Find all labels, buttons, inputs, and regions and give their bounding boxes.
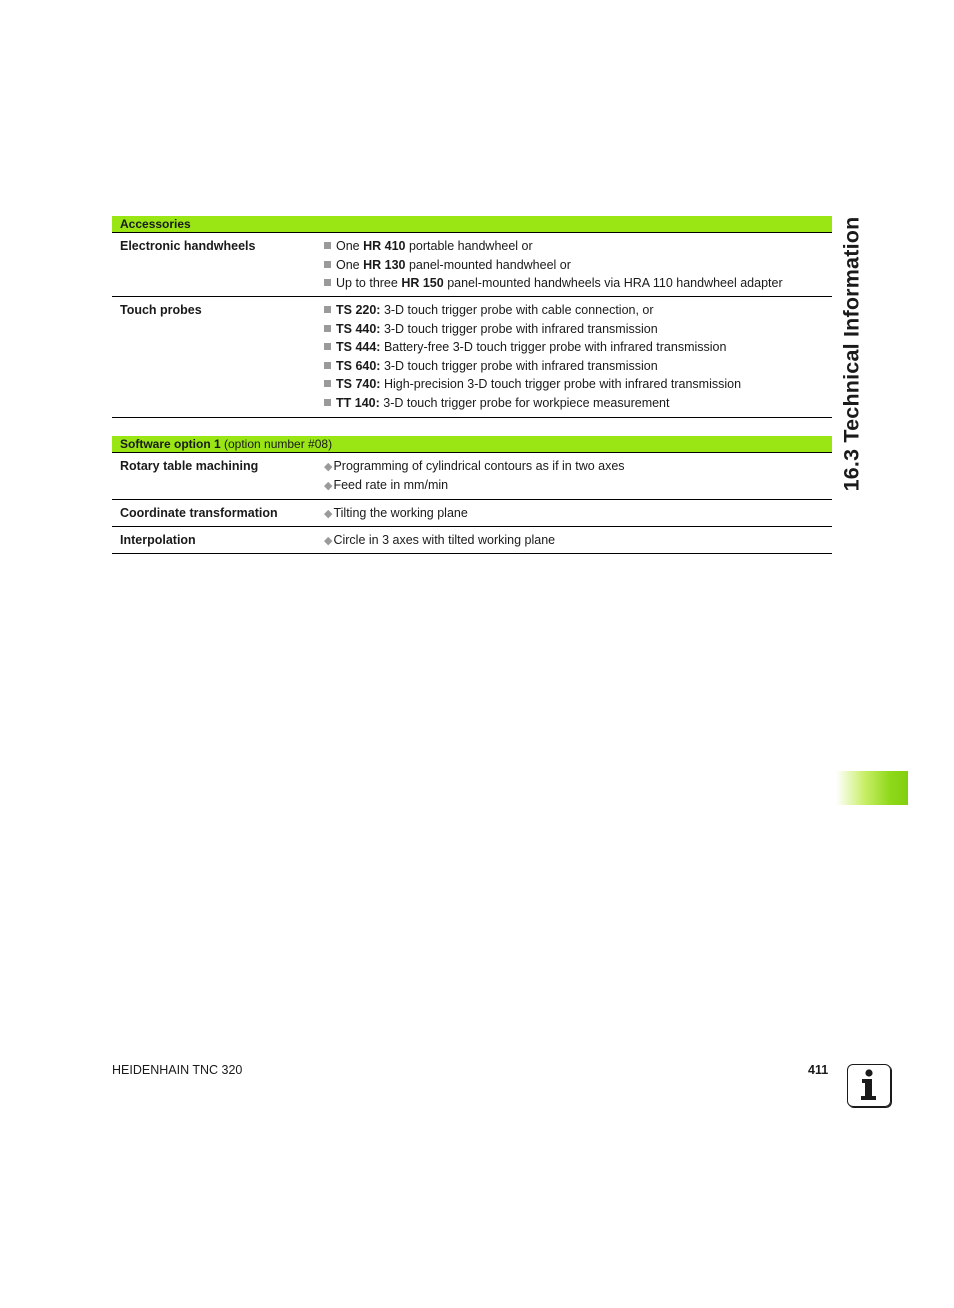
row-items [324,303,741,415]
list-item: One HR 410 portable handwheel or [324,239,783,258]
accessories-header-text: Accessories [120,217,191,231]
list-item: TS 444: Battery-free 3-D touch trigger probe with infrared transmission [324,340,741,359]
footer-product-name: HEIDENHAIN TNC 320 [112,1063,243,1077]
square-bullet-icon [324,325,331,332]
info-icon [847,1064,891,1107]
chapter-tab-marker [836,771,908,805]
row-label: Interpolation [120,533,196,547]
table-row-interpolation [112,527,832,554]
row-label: Coordinate transformation [120,506,278,520]
square-bullet-icon [324,399,331,406]
row-label: Rotary table machining [120,459,259,473]
software-option-header-bold: Software option 1 [120,437,221,451]
list-item: TS 440: 3-D touch trigger probe with infrared transmission [324,322,741,341]
square-bullet-icon [324,362,331,369]
row-items [324,459,625,496]
info-i-glyph-icon [848,1065,889,1105]
table-row-electronic-handwheels [112,233,832,297]
chapter-sidebar-title [832,212,872,497]
row-label: Touch probes [120,303,202,317]
square-bullet-icon [324,279,331,286]
square-bullet-icon [324,343,331,350]
list-item: ◆Circle in 3 axes with tilted working plane [324,533,556,547]
list-item: ◆Programming of cylindrical contours as if in two axes [324,459,625,473]
list-item: TS 640: 3-D touch trigger probe with infrared transmission [324,359,741,378]
diamond-bullet-icon: ◆ [324,535,333,547]
diamond-bullet-icon: ◆ [324,461,333,473]
list-item: TT 140: 3-D touch trigger probe for workpiece measurement [324,396,741,415]
square-bullet-icon [324,380,331,387]
accessories-table [112,216,832,418]
list-item: TS 220: 3-D touch trigger probe with cable connection, or [324,303,741,322]
list-item: TS 740: High-precision 3-D touch trigger probe with infrared transmission [324,377,741,396]
footer-page-number: 411 [808,1063,829,1077]
software-option-header-rest: (option number #08) [220,437,333,451]
software-option-table-header [112,436,832,453]
list-item: ◆Feed rate in mm/min [324,477,449,492]
list-item: ◆Tilting the working plane [324,506,468,520]
row-label: Electronic handwheels [120,239,256,253]
list-item: One HR 130 panel-mounted handwheel or [324,258,783,277]
table-row-touch-probes [112,297,832,418]
square-bullet-icon [324,261,331,268]
row-items [324,506,468,525]
chapter-title-text: 16.3 Technical Information [839,216,864,492]
table-row-rotary-table-machining [112,453,832,500]
accessories-table-header [112,216,832,233]
list-item: Up to three HR 150 panel-mounted handwheels via HRA 110 handwheel adapter [324,276,783,295]
software-option-table [112,436,832,554]
square-bullet-icon [324,306,331,313]
square-bullet-icon [324,242,331,249]
table-row-coordinate-transformation [112,500,832,527]
row-items [324,533,555,552]
row-items [324,239,783,295]
diamond-bullet-icon: ◆ [324,508,333,520]
diamond-bullet-icon: ◆ [324,479,333,492]
